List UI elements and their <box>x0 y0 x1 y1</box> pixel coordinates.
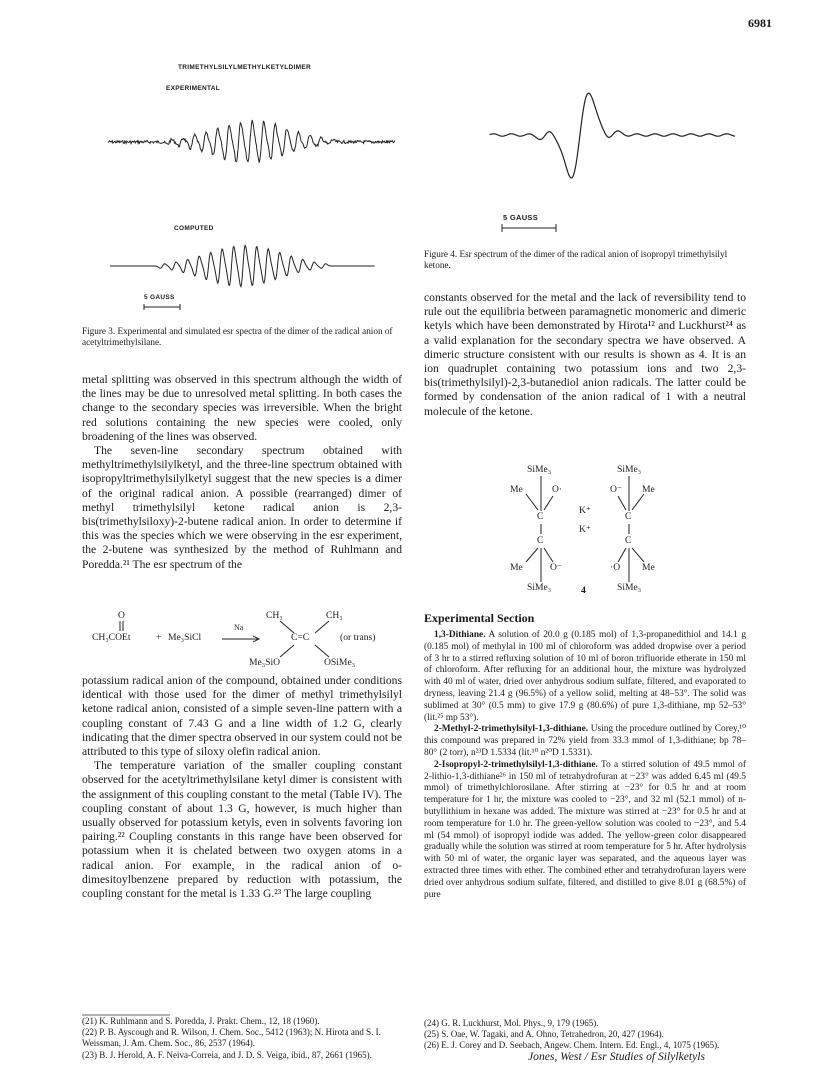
structure-4 <box>500 462 700 597</box>
sime3-top-right: SiMe₃ <box>617 464 642 475</box>
page-number: 6981 <box>748 16 772 30</box>
experimental-item <box>424 760 746 902</box>
reference: (23) B. J. Herold, A. F. Neiva-Correia, and J. D. S. Veiga, ibid., 87, 2661 (1965). <box>82 1049 372 1060</box>
plus-sign: + <box>156 632 162 643</box>
methyl-top-right: Me <box>642 484 655 495</box>
right-column-top <box>424 291 746 419</box>
oxygen-radical-bottom-right: ·O <box>610 562 621 573</box>
experimental-heading: Experimental Section <box>424 611 535 625</box>
experimental-item-head: 2-Methyl-2-trimethylsilyl-1,3-dithiane. <box>434 724 589 735</box>
or-trans-note: (or trans) <box>340 632 376 643</box>
methyl-top-left: Me <box>510 484 523 495</box>
experimental-item <box>424 630 746 724</box>
structure-4-bonds <box>500 462 700 597</box>
reactant-2: Me₃SiCl <box>168 632 202 643</box>
carbon-bottom-right: C <box>625 535 632 546</box>
reactant-1: CH₃COEt <box>92 632 131 643</box>
potassium-ion-2: K⁺ <box>579 524 591 535</box>
reagent-label: Na <box>234 623 244 632</box>
figure-4-spectrum <box>480 55 742 215</box>
running-footer: Jones, West / Esr Studies of Silylketyls <box>528 1050 705 1063</box>
figure-4-caption: Figure 4. Esr spectrum of the dimer of the radical anion of isopropyl trimethylsilyl ketone. <box>424 249 728 270</box>
reaction-scheme <box>82 607 402 673</box>
carbon-top-left: C <box>537 511 544 522</box>
paragraph: The seven-line secondary spectrum obtained with methyltrimethylsilylketyl, and the three-line spectrum obtained with isopropyltrimethylsilylketyl suggest that the new species is a dimer of the original radical anion. A possible (rearranged) dimer of methyl trimethylsilyl ketone radical anion is 2,3-bis(trimethylsiloxy)-2-butene radical anion. In order to determine if this was the species which we were observing in the esr experiment, the 2-butene was synthesized by the method of Ruhlmann and Poredda.²¹ The esr spectrum of the <box>82 444 402 571</box>
experimental-item-body: Using the procedure outlined by Corey,¹⁰ this compound was prepared in 72% yield from 33.3 mmol of 1,3-dithiane; bp 78–80° (2 torr), n²³D 1.5334 (lit.¹⁰ n²⁰D 1.5331). <box>424 724 746 758</box>
reference: (25) S. Oae, W. Tagaki, and A. Ohno, Tetrahedron, 20, 427 (1964). <box>424 1029 664 1040</box>
experimental-item-head: 2-Isopropyl-2-trimethylsilyl-1,3-dithiane. <box>434 759 598 770</box>
paragraph: The temperature variation of the smaller coupling constant observed for the acetyltrimethylsilane ketyl dimer is consistent with the assignment of this coupling constant to the metal (Table IV). The coupling constant of about 1.3 G, however, is much higher than usually observed for potassium ketyls, even in solvents favoring ion pairing.²² Coupling constants in this range have been observed for potassium when it is chelated between two oxygen atoms in a radical anion. For example, in the radical anion of o-dimesitoylbenzene prepared by reduction with potassium, the coupling constant for the metal is 1.33 G.²³ The large coupling <box>82 759 402 901</box>
left-column-top <box>82 373 402 572</box>
experimental-item <box>424 724 746 759</box>
paragraph: constants observed for the metal and the lack of reversibility tend to rule out the equilibria between paramagnetic monomeric and dimeric ketyls which have been demonstrated by Hirota¹² and Luckhurst²⁴ as a valid explanation for the secondary spectra we have observed. A dimeric structure consistent with our results is shown as 4. It is an ion quadruplet containing two potassium ions and two 2,3-bis(trimethylsilyl)-2,3-butanediol anion radicals. The latter could be formed by condensation of the anion radical of 1 with a neutral molecule of the ketone. <box>424 291 746 418</box>
sime3-bottom-right: SiMe₃ <box>617 582 642 593</box>
experimental-item-body: To a stirred solution of 49.5 mmol of 2-lithio-1,3-dithiane²⁶ in 150 ml of tetrahydrofuran at −23° was added 6.45 ml (49.5 mmol) of trimethylchlorosilane. After stirring at −23° for 0.5 hr and at room temperature for 1 hr, the mixture was cooled to −23°, and 32 ml (52.1 mmol) of n-butyllithium in hexane was added. The mixture was stirred at −23° for 0.5 hr and at room temperature for 1.0 hr. The green-yellow solution was cooled to −23°, and 5.4 ml (54 mmol) of isopropyl iodide was added. The yellow-green color disappeared gradually while the solution was stirred at room temperature for 5 hr. After hydrolysis with 50 ml of water, the organic layer was separated, and the aqueous layer was extracted three times with ether. The combined ether and tetrahydrofuran layers were dried over anhydrous sodium sulfate, filtered, and distilled to give 8.01 g (68.5%) of pure <box>424 759 746 900</box>
siloxy-right: OSiMe₃ <box>324 657 356 668</box>
carbonyl-o: O <box>118 610 125 621</box>
reference: (21) K. Ruhlmann and S. Poredda, J. Prakt. Chem., 12, 18 (1960). <box>82 1016 320 1026</box>
oxygen-radical-top-left: O· <box>552 484 563 495</box>
references-left <box>82 1016 402 1061</box>
alkene-core: C=C <box>291 632 310 643</box>
experimental-spectrum <box>100 60 400 190</box>
figure-4-scale-bar <box>500 224 560 232</box>
left-column-bottom <box>82 674 402 901</box>
sime3-top-left: SiMe₃ <box>527 464 552 475</box>
figure-3-title: TRIMETHYLSILYLMETHYLKETYLDIMER <box>178 64 311 71</box>
sime3-bottom-left: SiMe₃ <box>527 582 552 593</box>
figure-3-label-experimental: EXPERIMENTAL <box>166 85 221 92</box>
paragraph: metal splitting was observed in this spectrum although the width of the lines may be due to unresolved metal splitting. In both cases the change to the secondary species was irreversible. When the bright red solutions containing the new species were cooled, only broadening of the lines was observed. <box>82 373 402 443</box>
references-right <box>424 1018 746 1052</box>
methyl-right: CH₃ <box>326 610 343 621</box>
siloxy-left: Me₃SiO <box>249 657 281 668</box>
methyl-bottom-left: Me <box>510 562 523 573</box>
oxygen-anion-top-right: O⁻ <box>610 484 622 495</box>
figure-4-scale-label: 5 GAUSS <box>503 213 539 222</box>
potassium-ion-1: K⁺ <box>579 505 591 516</box>
reference: (24) G. R. Luckhurst, Mol. Phys., 9, 179 (1965). <box>424 1018 599 1028</box>
figure-3-scale-label: 5 GAUSS <box>144 294 175 301</box>
reference: (22) P. B. Ayscough and R. Wilson, J. Chem. Soc., 5412 (1963); N. Hirota and S. I. Weissman, J. Am. Chem. Soc., 86, 2537 (1964). <box>82 1027 381 1049</box>
methyl-left: CH₃ <box>266 610 283 621</box>
structure-number: 4 <box>581 585 586 596</box>
reference: (26) E. J. Corey and D. Seebach, Angew. Chem. Intern. Ed. Engl., 4, 1075 (1965). <box>424 1040 720 1051</box>
experimental-item-body: A solution of 20.0 g (0.185 mol) of 1,3-propanedithiol and 14.1 g (0.185 mol) of methylal in 100 ml of chloroform was added dropwise over a period of 3 hr to a stirred refluxing solution of 10 ml of boron trifluoride etherate in 150 ml of chloroform. After refluxing for an additional hour, the mixture was hydrolyzed with 40 ml of water, dried over anhydrous sodium sulfate, filtered, and evaporated to dryness, leaving 21.4 g (96.5%) of a yellow solid, melting at 48–53°. The solid was sublimed at 30° (0.5 mm) to give 17.9 g (80.6%) of pure 1,3-dithiane, mp 52–53° (lit.²⁵ mp 53°). <box>424 630 747 723</box>
figure-3 <box>100 60 400 325</box>
figure-3-scale-bar <box>144 304 184 310</box>
methyl-bottom-right: Me <box>642 562 655 573</box>
carbon-top-right: C <box>625 511 632 522</box>
paragraph: potassium radical anion of the compound, obtained under conditions identical with those used for the dimer of methyl trimethylsilyl ketone radical anion, consisted of a simple seven-line pattern with a coupling constant of 7.43 G and a line width of 1.2 G, clearly indicating that the dimer spectra observed in our system could not be attributed to this type of siloxy olefin radical anion. <box>82 674 402 759</box>
carbon-bottom-left: C <box>537 535 544 546</box>
experimental-body <box>424 630 746 901</box>
figure-3-caption: Figure 3. Experimental and simulated esr spectra of the dimer of the radical anion of acetyltrimethylsilane. <box>82 326 393 347</box>
figure-3-label-computed: COMPUTED <box>174 225 214 232</box>
experimental-item-head: 1,3-Dithiane. <box>434 630 486 640</box>
oxygen-anion-bottom-left: O⁻ <box>550 562 562 573</box>
